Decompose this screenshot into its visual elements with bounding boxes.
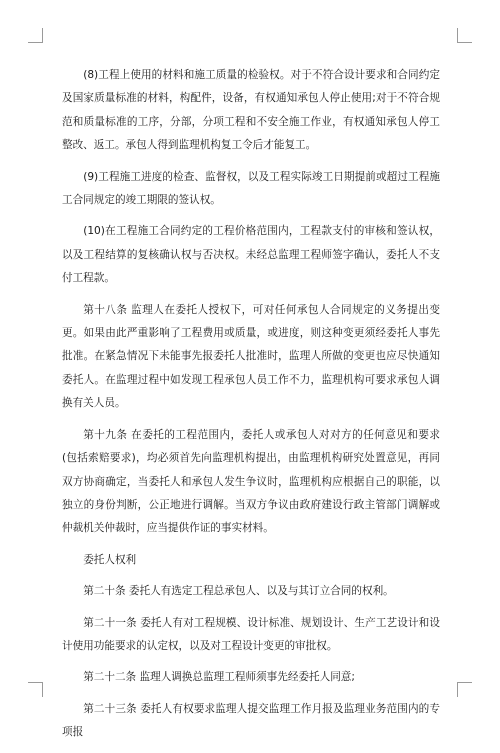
section-heading-client-rights: 委托人权利 bbox=[83, 553, 137, 566]
crop-mark-bottom-right bbox=[457, 682, 472, 697]
paragraph-article-23: 第二十三条 委托人有权要求监理人提交监理工作月报及监理业务范围内的专项报 bbox=[62, 702, 440, 739]
paragraph-article-21: 第二十一条 委托人有对工程规模、设计标准、规划设计、生产工艺设计和设计使用功能要求的认定权，以及对工程设计变更的审批权。 bbox=[62, 616, 440, 652]
paragraph-inspection-right: (8)工程上使用的材料和施工质量的检验权。对于不符合设计要求和合同约定及国家质量标准的材料，构配件，设备，有权通知承包人停止使用;对于不符合规范和质量标准的工序，分部，分项工程和不安全施工作业，有权通知承包人停工整改、返工。承包人得到监理机构复工令后才能复工。 bbox=[62, 69, 440, 152]
crop-mark-top-right bbox=[457, 28, 472, 43]
crop-mark-bottom-left bbox=[28, 682, 43, 697]
paragraph-article-20: 第二十条 委托人有选定工程总承包人、以及与其订立合同的权利。 bbox=[83, 585, 394, 598]
paragraph-article-19: 第十九条 在委托的工程范围内，委托人或承包人对对方的任何意见和要求(包括索赔要求)，均必须首先向监理机构提出，由监理机构研究处置意见，再同双方协商确定，当委托人和承包人发生争议时，监理机构应根据自己的职能，以独立的身份判断，公正地进行调解。当双方争议由政府建设行政主管部门调解或仲裁机关仲裁时，应当提供作证的事实材料。 bbox=[62, 428, 440, 535]
paragraph-payment-right: (10)在工程施工合同约定的工程价格范围内，工程款支付的审核和签认权，以及工程结算的复核确认权与否决权。未经总监理工程师签字确认，委托人不支付工程款。 bbox=[62, 225, 440, 285]
document-body bbox=[62, 64, 440, 753]
paragraph-article-18: 第十八条 监理人在委托人授权下，可对任何承包人合同规定的义务提出变更。如果由此严重影响了工程费用或质量，或进度，则这种变更须经委托人事先批准。在紧急情况下未能事先报委托人批准时，监理人所做的变更也应尽快通知委托人。在监理过程中如发现工程承包人员工作不力，监理机构可要求承包人调换有关人员。 bbox=[62, 303, 440, 410]
paragraph-progress-right: (9)工程施工进度的检查、监督权，以及工程实际竣工日期提前或超过工程施工合同规定的竣工期限的签认权。 bbox=[62, 170, 440, 207]
paragraph-article-22: 第二十二条 监理人调换总监理工程师须事先经委托人同意; bbox=[83, 671, 355, 684]
crop-mark-top-left bbox=[28, 28, 43, 43]
